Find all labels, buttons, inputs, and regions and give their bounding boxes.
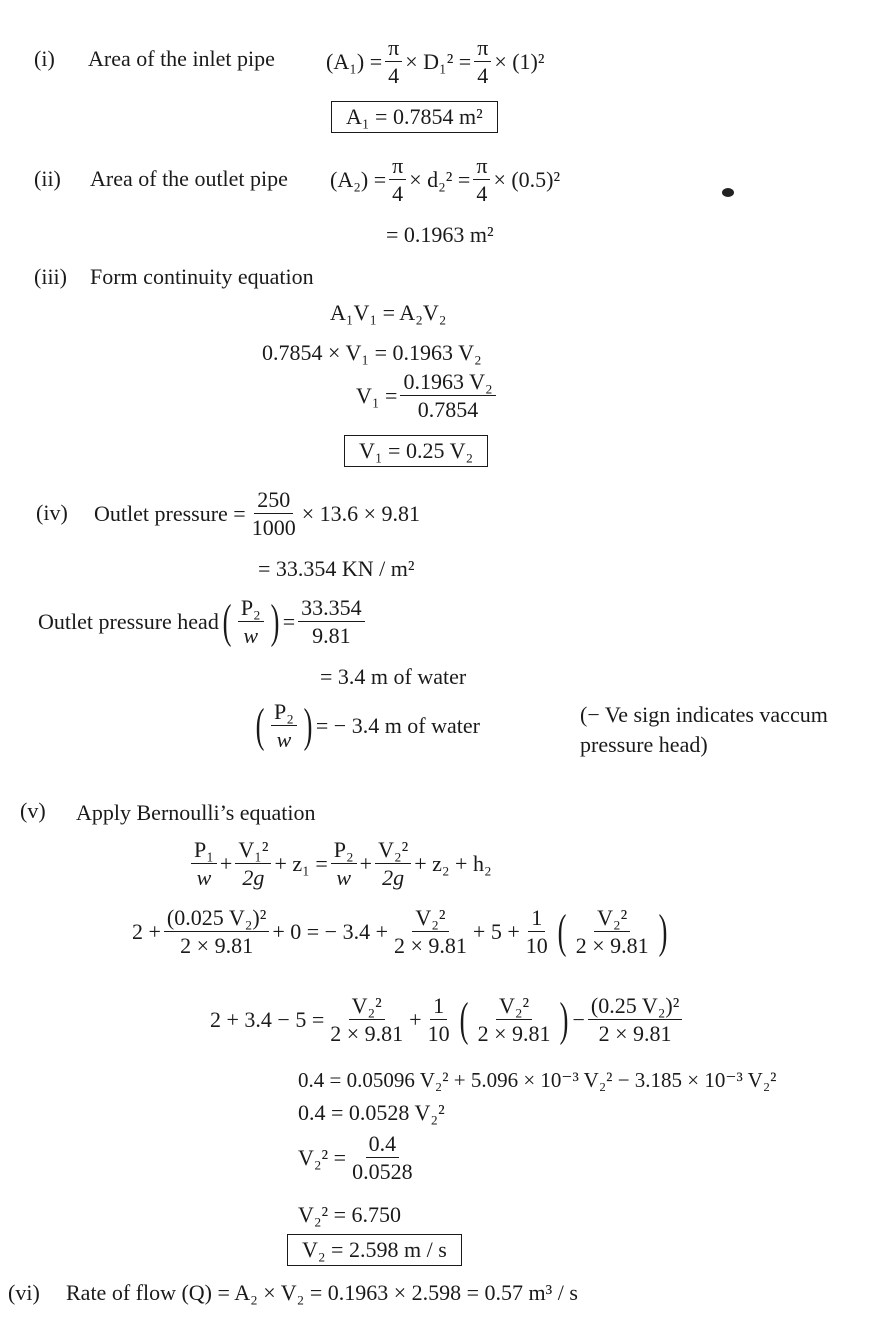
step-i-result: A₁ = 0.7854 m² — [331, 101, 498, 133]
l6-frac — [349, 1132, 416, 1183]
numerator: 250 — [254, 488, 293, 514]
step-v-text: Apply Bernoulli’s equation — [76, 800, 316, 825]
step-i-text: Area of the inlet pipe — [88, 46, 275, 71]
step-iv-head — [38, 596, 368, 647]
p1-over-w — [191, 838, 217, 889]
numerator: 0.1963 V₂ — [400, 370, 495, 396]
four: 4 — [392, 181, 404, 207]
four: 4 — [477, 63, 489, 89]
step-v-l7: V₂² = 6.750 — [298, 1202, 402, 1227]
numerator: V₂² — [412, 906, 448, 932]
z1-eq: + z₁ = — [274, 850, 328, 876]
pi: π — [385, 36, 402, 62]
step-iv-tail: × 13.6 × 9.81 — [301, 500, 421, 526]
step-iv-text: Outlet pressure = — [94, 500, 246, 526]
numerator: (0.25 V₂)² — [588, 994, 682, 1020]
w: w — [336, 865, 352, 891]
l6-lhs: V₂² = — [298, 1144, 347, 1170]
v2-over-2g — [375, 838, 411, 889]
step-ii-text: Area of the outlet pipe — [90, 166, 288, 191]
step-iii-eq3-frac — [400, 370, 495, 421]
v1-sq: V₁² — [235, 838, 271, 864]
open-paren: ( — [459, 993, 468, 1046]
pi: π — [389, 154, 406, 180]
row2-plus5: + 5 + — [472, 918, 520, 944]
close-paren: ) — [303, 699, 313, 752]
numerator: 0.4 — [366, 1132, 400, 1158]
two-g: 2g — [242, 865, 265, 891]
denominator: 0.0528 — [352, 1159, 413, 1185]
close-paren: ) — [560, 993, 569, 1046]
p2: P₂ — [238, 596, 264, 622]
close-paren: ) — [270, 595, 280, 648]
numerator: V₂² — [594, 906, 630, 932]
step-iv-label: (iv) — [36, 500, 68, 525]
p1: P₁ — [191, 838, 217, 864]
step-iii-eq3 — [356, 370, 499, 421]
step-v-label: (v) — [20, 798, 46, 823]
step-vi-label: (vi) — [8, 1280, 40, 1305]
step-v-l6 — [298, 1132, 419, 1183]
plus: + — [409, 1006, 422, 1032]
step-iii-label: (iii) — [34, 264, 67, 289]
row2-lead: 2 + — [132, 918, 161, 944]
p2-over-w — [238, 596, 264, 647]
numerator: V₂² — [349, 994, 385, 1020]
row2-frac-b — [391, 906, 470, 957]
step-ii-tail: × (0.5)² — [493, 166, 561, 192]
denominator: 2 × 9.81 — [180, 933, 254, 959]
w: w — [243, 623, 259, 649]
minus: − — [572, 1006, 585, 1032]
step-ii-frac-a — [389, 154, 406, 205]
step-iii-text: Form continuity equation — [90, 264, 314, 289]
ink-smudge-icon — [722, 188, 734, 197]
step-iii-eq1: A₁V₁ = A₂V₂ — [330, 300, 447, 325]
two-g: 2g — [382, 865, 405, 891]
numerator: (0.025 V₂)² — [164, 906, 269, 932]
p2-over-w — [331, 838, 357, 889]
step-v-l5: 0.4 = 0.0528 V₂² — [298, 1100, 445, 1125]
step-iv-note1: (− Ve sign indicates vaccum — [580, 702, 828, 727]
plus: + — [359, 850, 373, 876]
denominator: 0.7854 — [417, 397, 479, 423]
row3-frac-a — [327, 994, 406, 1045]
numerator: V₂² — [496, 994, 532, 1020]
one-tenth — [523, 906, 551, 957]
step-ii-frac-b — [473, 154, 490, 205]
pi: π — [474, 36, 491, 62]
step-iv-line3: = 3.4 m of water — [320, 664, 467, 689]
step-ii-mid: × d₂² = — [409, 166, 471, 192]
denominator: 1000 — [251, 515, 296, 541]
step-i-lhs: (A₁) = — [326, 48, 383, 74]
step-ii-formula — [330, 154, 560, 205]
w: w — [276, 727, 292, 753]
step-i-frac-b — [474, 36, 491, 87]
one-tenth — [425, 994, 453, 1045]
row3-lead: 2 + 3.4 − 5 = — [210, 1006, 325, 1032]
step-ii-label: (ii) — [34, 166, 61, 191]
bernoulli-row3 — [210, 994, 685, 1045]
p2: P₂ — [331, 838, 357, 864]
step-iii-eq2: 0.7854 × V₁ = 0.1963 V₂ — [262, 340, 482, 365]
step-vi-text: Rate of flow (Q) = A₂ × V₂ = 0.1963 × 2.598 = 0.57 m³ / s — [66, 1280, 578, 1305]
step-iii-result: V₁ = 0.25 V₂ — [344, 435, 488, 467]
p2-over-w — [271, 700, 297, 751]
v2-sq: V₂² — [375, 838, 411, 864]
step-iv-line4-text: = − 3.4 m of water — [315, 712, 480, 738]
one: 1 — [430, 994, 447, 1020]
denominator: 9.81 — [312, 623, 351, 649]
step-i-tail: × (1)² — [494, 48, 545, 74]
open-paren: ( — [255, 699, 265, 752]
step-iv-line2: = 33.354 KN / m² — [258, 556, 415, 581]
step-ii-lhs: (A₂) = — [330, 166, 387, 192]
four: 4 — [476, 181, 488, 207]
denominator: 2 × 9.81 — [477, 1021, 551, 1047]
row3-frac-b — [475, 994, 554, 1045]
w: w — [196, 865, 212, 891]
plus: + — [219, 850, 233, 876]
bernoulli-row2 — [132, 906, 671, 957]
denominator: 2 × 9.81 — [575, 933, 649, 959]
step-iv-formula — [94, 488, 420, 539]
equals: = — [282, 608, 296, 634]
step-iv-head-text: Outlet pressure head — [38, 608, 219, 634]
step-i-frac-a — [385, 36, 402, 87]
step-iv-frac — [249, 488, 299, 539]
ten: 10 — [427, 1021, 450, 1047]
step-iv-head-frac — [298, 596, 365, 647]
denominator: 2 × 9.81 — [330, 1021, 404, 1047]
step-iv-line4 — [252, 700, 480, 751]
denominator: 2 × 9.81 — [598, 1021, 672, 1047]
close-paren: ) — [658, 905, 668, 958]
bernoulli-tail: + z₂ + h₂ — [414, 850, 492, 876]
step-iv-note2: pressure head) — [580, 732, 708, 757]
row2-mid: + 0 = − 3.4 + — [272, 918, 388, 944]
step-v-result: V₂ = 2.598 m / s — [287, 1234, 462, 1266]
open-paren: ( — [222, 595, 232, 648]
one: 1 — [528, 906, 545, 932]
row3-frac-c — [588, 994, 682, 1045]
step-i-mid: × D₁² = — [405, 48, 472, 74]
row2-frac-c — [573, 906, 652, 957]
v1-over-2g — [235, 838, 271, 889]
ten: 10 — [525, 933, 548, 959]
denominator: 2 × 9.81 — [393, 933, 467, 959]
step-v-l4: 0.4 = 0.05096 V₂² + 5.096 × 10⁻³ V₂² − 3.185 × 10⁻³ V₂² — [298, 1068, 777, 1092]
four: 4 — [388, 63, 400, 89]
bernoulli-row1 — [188, 838, 492, 889]
p2: P₂ — [271, 700, 297, 726]
step-i-formula — [326, 36, 544, 87]
open-paren: ( — [557, 905, 567, 958]
step-iii-eq3-lhs: V₁ = — [356, 382, 398, 408]
step-ii-result: = 0.1963 m² — [386, 222, 494, 247]
numerator: 33.354 — [298, 596, 365, 622]
row2-frac-a — [164, 906, 269, 957]
step-i-label: (i) — [34, 46, 55, 71]
pi: π — [473, 154, 490, 180]
